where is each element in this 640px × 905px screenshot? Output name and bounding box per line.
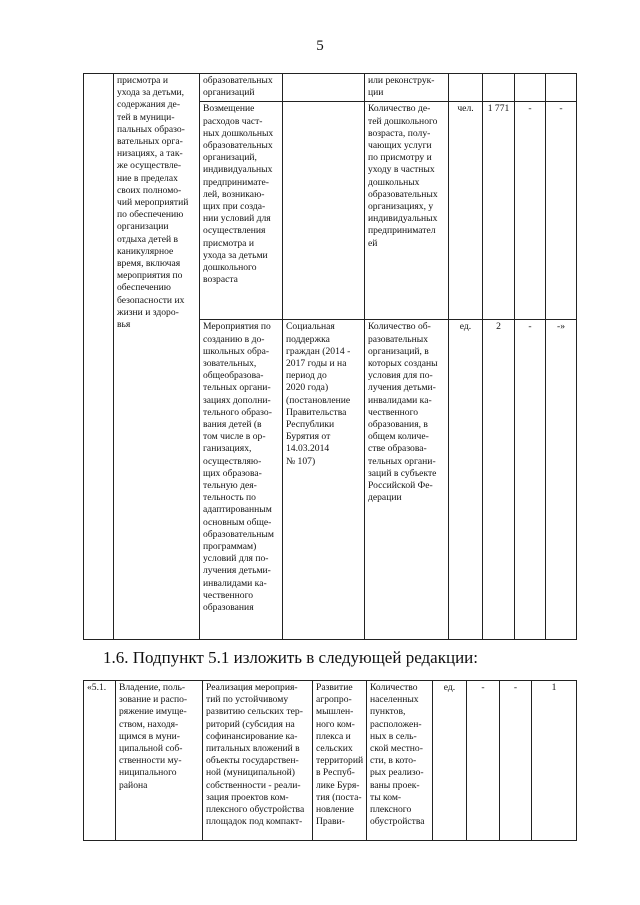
program-cell [283, 102, 365, 320]
value-cell: 2 [483, 320, 515, 640]
indicator-cell: Количество населенных пунктов, расположен- ных в сель- ской местно- сти, в кото- рых реализо- ваны проек- ты ком- плексного обустройства [367, 681, 433, 841]
activity-cell: Владение, поль- зование и распо- ряжение имуще- ством, находя- щимся в муни- ципальной соб- ственности му- ниципального района [116, 681, 203, 841]
number-cell [84, 74, 114, 640]
indicator-cell: или реконструк- ции [365, 74, 449, 102]
value-cell: 1 [532, 681, 577, 841]
continuation-table [83, 73, 577, 640]
measure-cell: Возмещение расходов част- ных дошкольных образовательных организаций, индивидуальных предпринимате- лей, возникаю- щих при созда- нии условий для осуществления присмотра и ухода за детьми дошкольного возраста [200, 102, 283, 320]
program-cell: Социальная поддержка граждан (2014 - 2017 годы и на период до 2020 года) (постановление Правительства Республики Бурятия от 14.03.2014 № 107) [283, 320, 365, 640]
measure-cell: Мероприятия по созданию в до- школьных обра- зовательных, общеобразова- тельных органи- зациях дополни- тельного образо- вания детей (в том числе в ор- ганизациях, осуществляю- щих образова- тельную дея- тельность по адаптированным основным обще- образовательным программам) условий для по- лучения детьми- инвалидами ка- чественного образования [200, 320, 283, 640]
program-cell [283, 74, 365, 102]
value-cell: 1 771 [483, 102, 515, 320]
measure-cell: образовательных организаций [200, 74, 283, 102]
value-cell [546, 74, 577, 102]
value-cell: -» [546, 320, 577, 640]
unit-cell [449, 74, 483, 102]
indicator-cell: Количество об- разовательных организаций, в которых созданы условия для по- лучения детьми- инвалидами ка- чественного образования, в общем количе- стве образова- тельных органи- заций в субъекте Российской Фе- дерации [365, 320, 449, 640]
unit-cell: ед. [449, 320, 483, 640]
value-cell [515, 74, 546, 102]
activity-cell: присмотра и ухода за детьми, содержания де- тей в муници- пальных образо- вательных орга- низациях, а так- же осуществле- ние в пределах своих полномо- чий мероприятий по обеспечению организации отдыха детей в каникулярное время, включая мероприятия по обеспечению безопасности их жизни и здоро- вья [114, 74, 200, 640]
value-cell [483, 74, 515, 102]
value-cell: - [467, 681, 500, 841]
value-cell: - [500, 681, 532, 841]
table-row [84, 681, 577, 841]
value-cell: - [546, 102, 577, 320]
unit-cell: чел. [449, 102, 483, 320]
page-number: 5 [316, 38, 324, 54]
value-cell: - [515, 102, 546, 320]
value-cell: - [515, 320, 546, 640]
amendment-table [83, 680, 577, 841]
unit-cell: ед. [433, 681, 467, 841]
table-row [84, 74, 577, 102]
section-heading: 1.6. Подпункт 5.1 изложить в следующей редакции: [103, 648, 478, 667]
number-cell: «5.1. [84, 681, 116, 841]
indicator-cell: Количество де- тей дошкольного возраста, полу- чающих услуги по присмотру и уходу в частных дошкольных образовательных организациях, у индивидуальных предпринимател ей [365, 102, 449, 320]
measure-cell: Реализация мероприя- тий по устойчивому развитию сельских тер- риторий (субсидия на софинансирование ка- питальных вложений в объекты государствен- ной (муниципальной) собственности - реали- зация проектов ком- плексного обустройства площадок под компакт- [203, 681, 313, 841]
program-cell: Развитие агропро- мышлен- ного ком- плекса и сельских территорий в Респуб- лике Буря- тия (поста- новление Прави- [313, 681, 367, 841]
